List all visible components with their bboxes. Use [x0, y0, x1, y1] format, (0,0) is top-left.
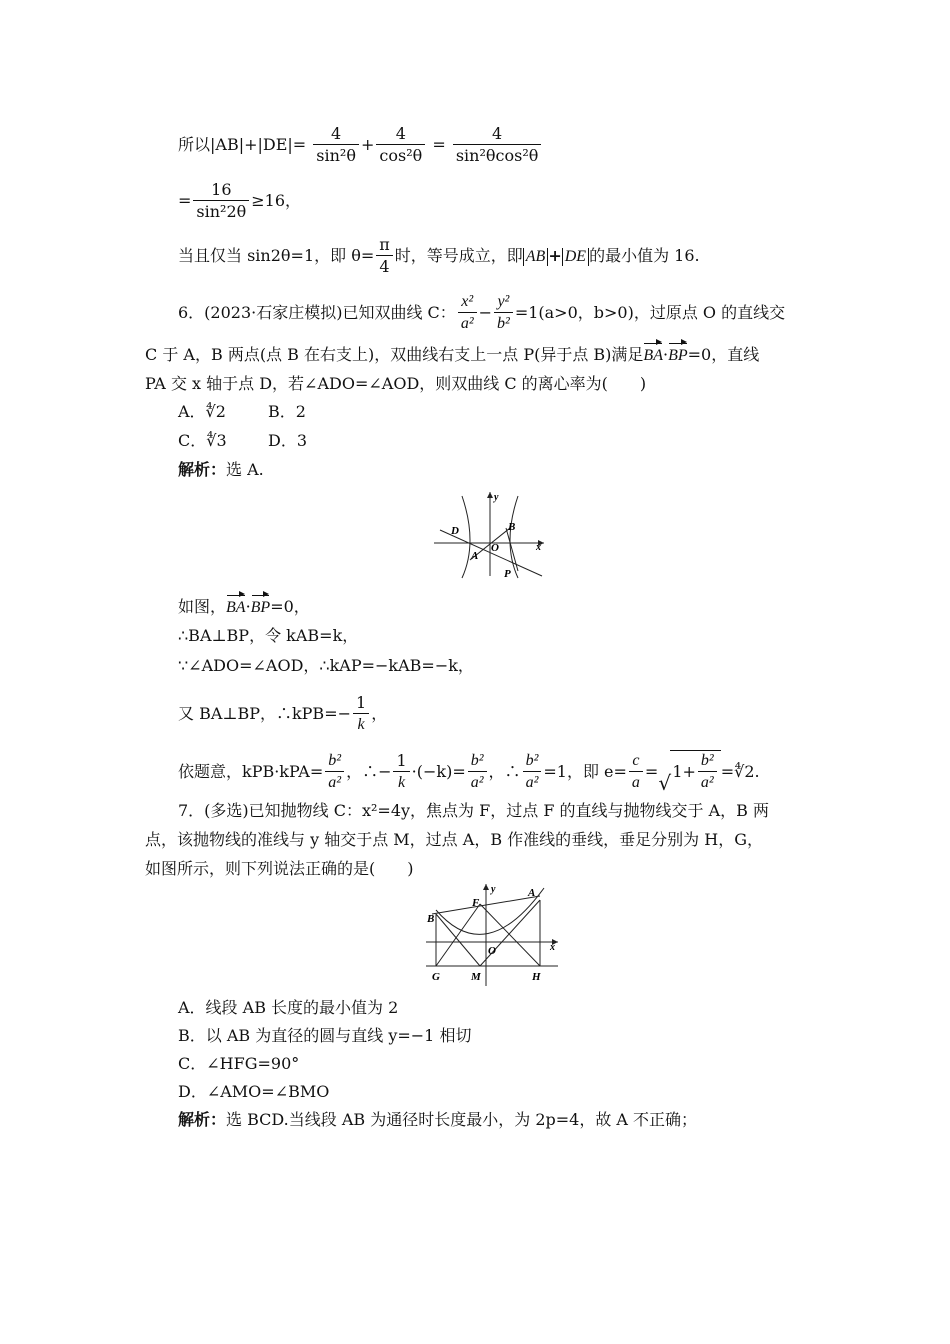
q6-line-2-tail: =0，直线 — [687, 345, 760, 364]
sol6-text-b: =0， — [270, 597, 310, 616]
q7-line-2: 点，该抛物线的准线与 y 轴交于点 M，过点 A，B 作准线的垂线，垂足分别为 H，G， — [145, 830, 763, 849]
q6-option-b: B．2 — [268, 402, 306, 421]
line-gf — [436, 904, 480, 966]
q6-head: 6．(2023·石家庄模拟)已知双曲线 C： — [178, 303, 456, 322]
fig1-label-p: P — [504, 568, 511, 580]
y-axis-arrow — [487, 492, 493, 498]
fig2-label-o: O — [488, 945, 496, 957]
q6-line-1 — [178, 292, 785, 335]
sol6-5-d: ，∴ — [488, 762, 521, 781]
parabola-figure — [422, 880, 562, 990]
y-axis-arrow — [483, 884, 489, 890]
q6-option-d: D．3 — [268, 431, 308, 450]
frac-1-k: $\frac{1}{k}$ — [353, 693, 369, 736]
sol6-text: 如图， — [178, 597, 227, 616]
hyperbola-left-branch — [462, 496, 470, 578]
sqrt-expression: √ 1+ $\frac{\text{b²}}{\text{a²}}$ — [658, 750, 720, 794]
plus-sign: + — [360, 135, 375, 154]
sol6-line-3: ∵∠ADO=∠AOD，∴kAP=−kAB=−k， — [178, 656, 474, 675]
vector-bp: BP — [668, 345, 688, 367]
fig2-label-f: F — [472, 897, 480, 909]
q6-option-c: C．∜3 — [178, 431, 227, 450]
sqrt-one-plus: 1+ — [672, 762, 696, 781]
dot-sign: · — [245, 597, 251, 616]
vector-ba: BA — [226, 597, 246, 619]
comma: ， — [371, 704, 388, 723]
sum-expression-line — [178, 124, 543, 167]
condition-text-2: 时，等号成立，即 — [394, 246, 523, 265]
q6-line-2-text: C 于 A，B 两点(点 B 在右支上)，双曲线右支上一点 P(异于点 B)满足 — [145, 345, 644, 364]
fig1-label-a: A — [471, 550, 479, 562]
frac-4-sin2: $\frac{4}{\text{sin²θ}}$ — [313, 124, 359, 167]
fig1-label-d: D — [451, 525, 459, 537]
frac-b2-a2-2: $\frac{\text{b²}}{\text{a²}}$ — [468, 751, 487, 794]
fig2-label-x: x — [550, 942, 555, 953]
hyperbola-figure — [432, 488, 547, 580]
abs-ab: AB — [523, 248, 549, 266]
condition-text: 当且仅当 sin2θ=1，即 θ= — [178, 246, 375, 265]
q7-option-c: C．∠HFG=90° — [178, 1054, 300, 1073]
line-mb — [436, 914, 480, 966]
q7-option-d: D．∠AMO=∠BMO — [178, 1082, 330, 1101]
fig2-label-g: G — [432, 971, 440, 983]
sol6-line-4 — [178, 693, 387, 736]
sum-prefix: 所以|AB|+|DE|= — [178, 135, 307, 154]
analysis-text: 选 A. — [226, 460, 264, 479]
analysis-label: 解析： — [178, 460, 227, 479]
plus-sign: + — [548, 246, 562, 265]
sol6-5-c: ·(−k)= — [411, 762, 466, 781]
frac-4-sin2cos2: $\frac{4}{\text{sin²θcos²θ}}$ — [453, 124, 542, 167]
line-bp — [506, 528, 518, 571]
q7-line-3: 如图所示，则下列说法正确的是( ) — [145, 859, 414, 878]
equality-condition-line — [178, 235, 700, 278]
analysis-label: 解析： — [178, 1110, 227, 1129]
simplified-line — [178, 180, 301, 223]
equals-sign: = — [432, 135, 446, 154]
fig1-label-b: B — [508, 521, 516, 533]
q6-tail: =1(a>0，b>0)，过原点 O 的直线交 — [514, 303, 786, 322]
sol6-line-4-text: 又 BA⊥BP，∴kPB=− — [178, 704, 352, 723]
frac-pi-4: $\frac{\pi}{4}$ — [376, 235, 393, 278]
sol6-line-1 — [178, 596, 310, 619]
inequality-text: ≥16， — [251, 191, 302, 210]
analysis-text: 选 BCD.当线段 AB 为通径时长度最小，为 2p=4，故 A 不正确； — [226, 1110, 698, 1129]
sol6-5-h: =∜2. — [720, 762, 760, 781]
fig2-label-b: B — [427, 913, 435, 925]
frac-b2-a2: $\frac{\text{b²}}{\text{a²}}$ — [325, 751, 344, 794]
frac-c-a: $\frac{c}{a}$ — [629, 751, 643, 794]
frac-b2-a2-4: $\frac{\text{b²}}{\text{a²}}$ — [698, 751, 717, 794]
q7-option-a: A．线段 AB 长度的最小值为 2 — [178, 998, 399, 1017]
fig1-label-x: x — [536, 542, 541, 553]
frac-y2-b2: $\frac{\text{y²}}{\text{b²}}$ — [494, 292, 513, 335]
frac-1-k-2: $\frac{1}{k}$ — [393, 751, 409, 794]
sol6-5-b: ，∴− — [346, 762, 392, 781]
sol6-5-a: 依题意，kPB·kPA= — [178, 762, 324, 781]
fig2-label-a: A — [528, 887, 536, 899]
fig2-label-y: y — [491, 884, 496, 895]
q6-line-2 — [145, 344, 759, 367]
fig1-label-y: y — [494, 492, 499, 503]
sol6-line-2: ∴BA⊥BP，令 kAB=k， — [178, 626, 359, 645]
dot-sign: · — [662, 345, 669, 364]
frac-x2-a2: $\frac{\text{x²}}{\text{a²}}$ — [458, 292, 477, 335]
frac-b2-a2-3: $\frac{\text{b²}}{\text{a²}}$ — [523, 751, 542, 794]
q7-option-b: B．以 AB 为直径的圆与直线 y=−1 相切 — [178, 1026, 472, 1045]
q6-analysis — [178, 459, 264, 481]
sol6-line-5 — [178, 750, 760, 794]
vector-bp: BP — [251, 597, 271, 619]
frac-16-sin22: $\frac{16}{\text{sin²2θ}}$ — [193, 180, 249, 223]
fig1-label-o: O — [491, 542, 499, 554]
q7-line-1: 7．(多选)已知抛物线 C：x²=4y，焦点为 F，过点 F 的直线与抛物线交于 A，B 两 — [178, 801, 770, 820]
equals-sign: = — [178, 191, 192, 210]
sol6-5-e: =1，即 e= — [543, 762, 627, 781]
minus-sign: − — [478, 303, 493, 322]
q6-line-3: PA 交 x 轴于点 D，若∠ADO=∠AOD，则双曲线 C 的离心率为( ) — [145, 374, 647, 393]
frac-4-cos2: $\frac{4}{\text{cos²θ}}$ — [376, 124, 425, 167]
vector-ba: BA — [643, 345, 663, 367]
fig2-label-m: M — [471, 971, 481, 983]
q7-analysis — [178, 1109, 697, 1131]
sol6-5-f: = — [644, 762, 659, 781]
abs-de: DE — [562, 248, 589, 266]
fig2-label-h: H — [532, 971, 541, 983]
condition-text-3: 的最小值为 16. — [589, 246, 700, 265]
q6-option-a: A．∜2 — [178, 402, 226, 421]
